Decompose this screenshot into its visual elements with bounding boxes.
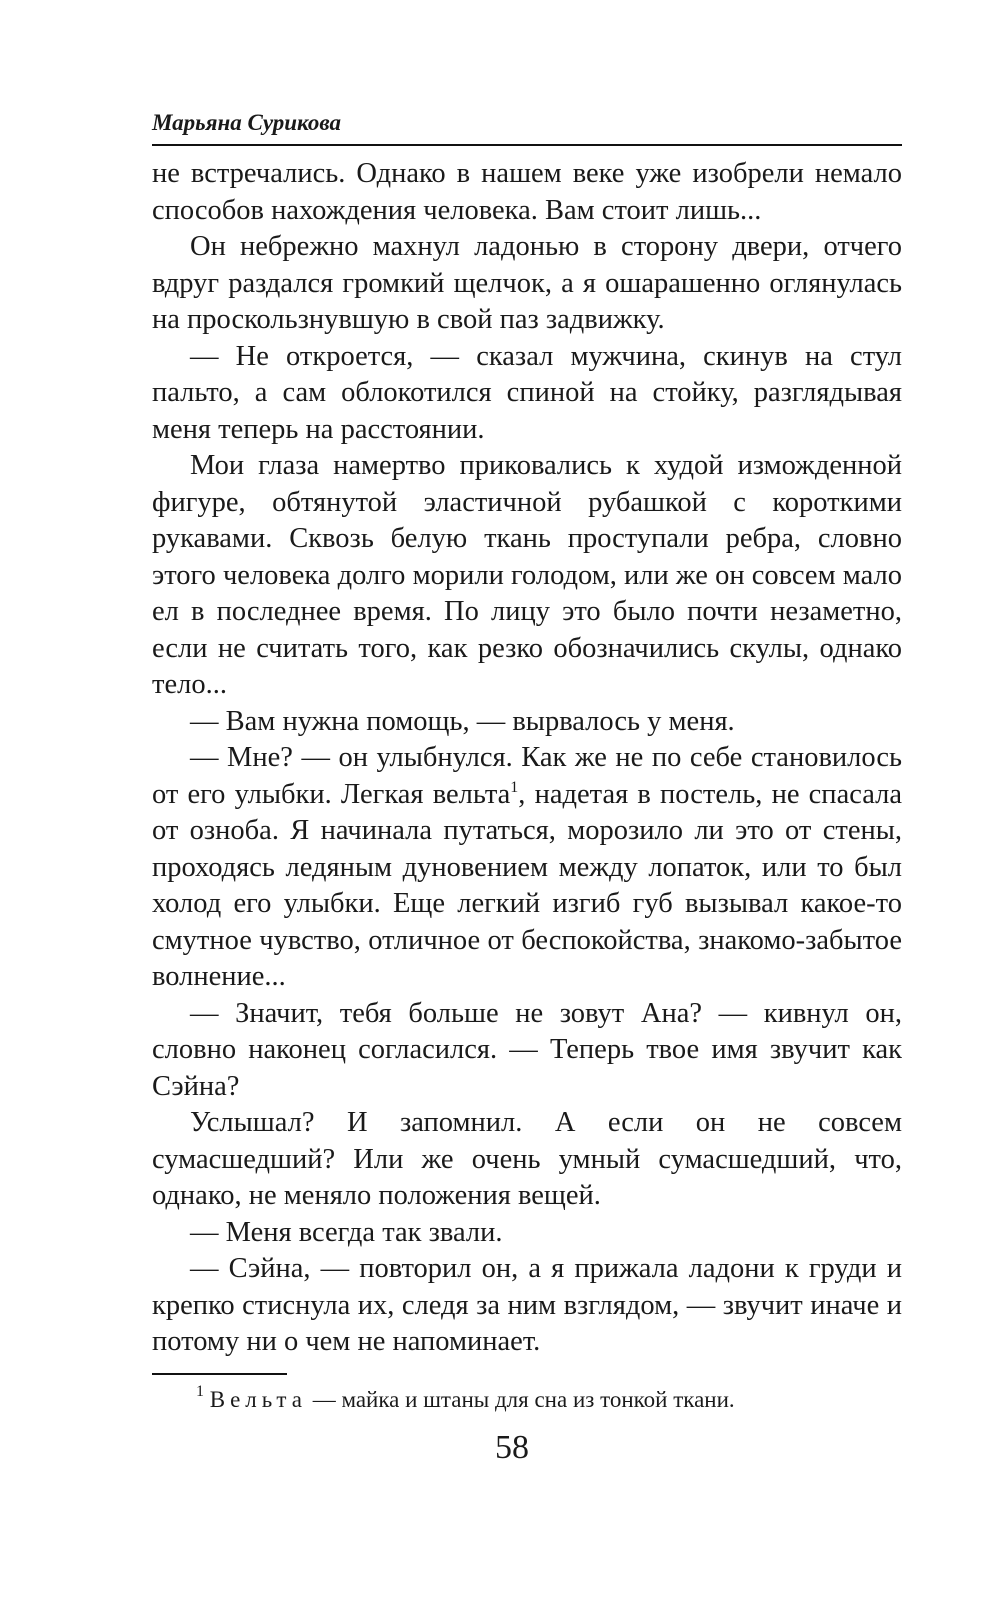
paragraph-6-part-2: , надетая в постель, не спасала от озноба. Я начинала путаться, морозило ли это от стены, проходясь ледяным дуновением между лопаток, или то был холод его улыбки. Еще легкий изгиб губ вызывал какое-то смутное чувство, отличное от беспокойства, знакомо-забытое волнение... [152,778,902,992]
body-text [152,156,902,1361]
footnote-divider [152,1373,287,1375]
book-page [152,108,902,1467]
paragraph-2: Он небрежно махнул ладонью в сторону двери, отчего вдруг раздался громкий щелчок, а я ошарашенно оглянулась на проскользнувшую в свой паз задвижку. [152,231,902,335]
paragraph-6 [152,740,902,996]
footnote [152,1382,902,1415]
paragraph-3: — Не откроется, — сказал мужчина, скинув на стул пальто, а сам облокотился спиной на стойку, разглядывая меня теперь на расстоянии. [152,340,902,445]
footnote-term: Вельта [209,1386,307,1412]
paragraph-1: не встречались. Однако в нашем веке уже изобрели немало способов нахождения человека. Вам стоит лишь... [152,158,902,226]
page-number: 58 [495,1428,529,1466]
paragraph-7: — Значит, тебя больше не зовут Ана? — кивнул он, словно наконец согласился. — Теперь твое имя звучит как Сэйна? [152,997,902,1102]
paragraph-6-part-1: — Мне? — он улыбнулся. Как же не по себе становилось от его улыбки. Легкая вельта [152,742,902,810]
footnote-definition: — майка и штаны для сна из тонкой ткани. [306,1386,735,1412]
running-head-author: Марьяна Сурикова [152,108,902,146]
paragraph-8: Услышал? И запомнил. А если он не совсем сумасшедший? Или же очень умный сумасшедший, что, однако, не меняло положения вещей. [152,1107,902,1211]
paragraph-5: — Вам нужна помощь, — вырвалось у меня. [190,705,735,737]
paragraph-4: Мои глаза намертво приковались к худой изможденной фигуре, обтянутой эластичной рубашкой с короткими рукавами. Сквозь белую ткань проступали ребра, словно этого человека долго морили голодом, или же он совсем мало ел в последнее время. По лицу это было почти незаметно, если не считать того, как резко обозначились скулы, однако тело... [152,450,902,700]
paragraph-9: — Меня всегда так звали. [190,1216,503,1248]
footnote-reference[interactable]: 1 [510,778,519,796]
paragraph-10: — Сэйна, — повторил он, а я прижала ладони к груди и крепко стиснула их, следя за ним взглядом, — звучит иначе и потому ни о чем не напоминает. [152,1253,902,1357]
footnote-mark: 1 [196,1382,204,1400]
